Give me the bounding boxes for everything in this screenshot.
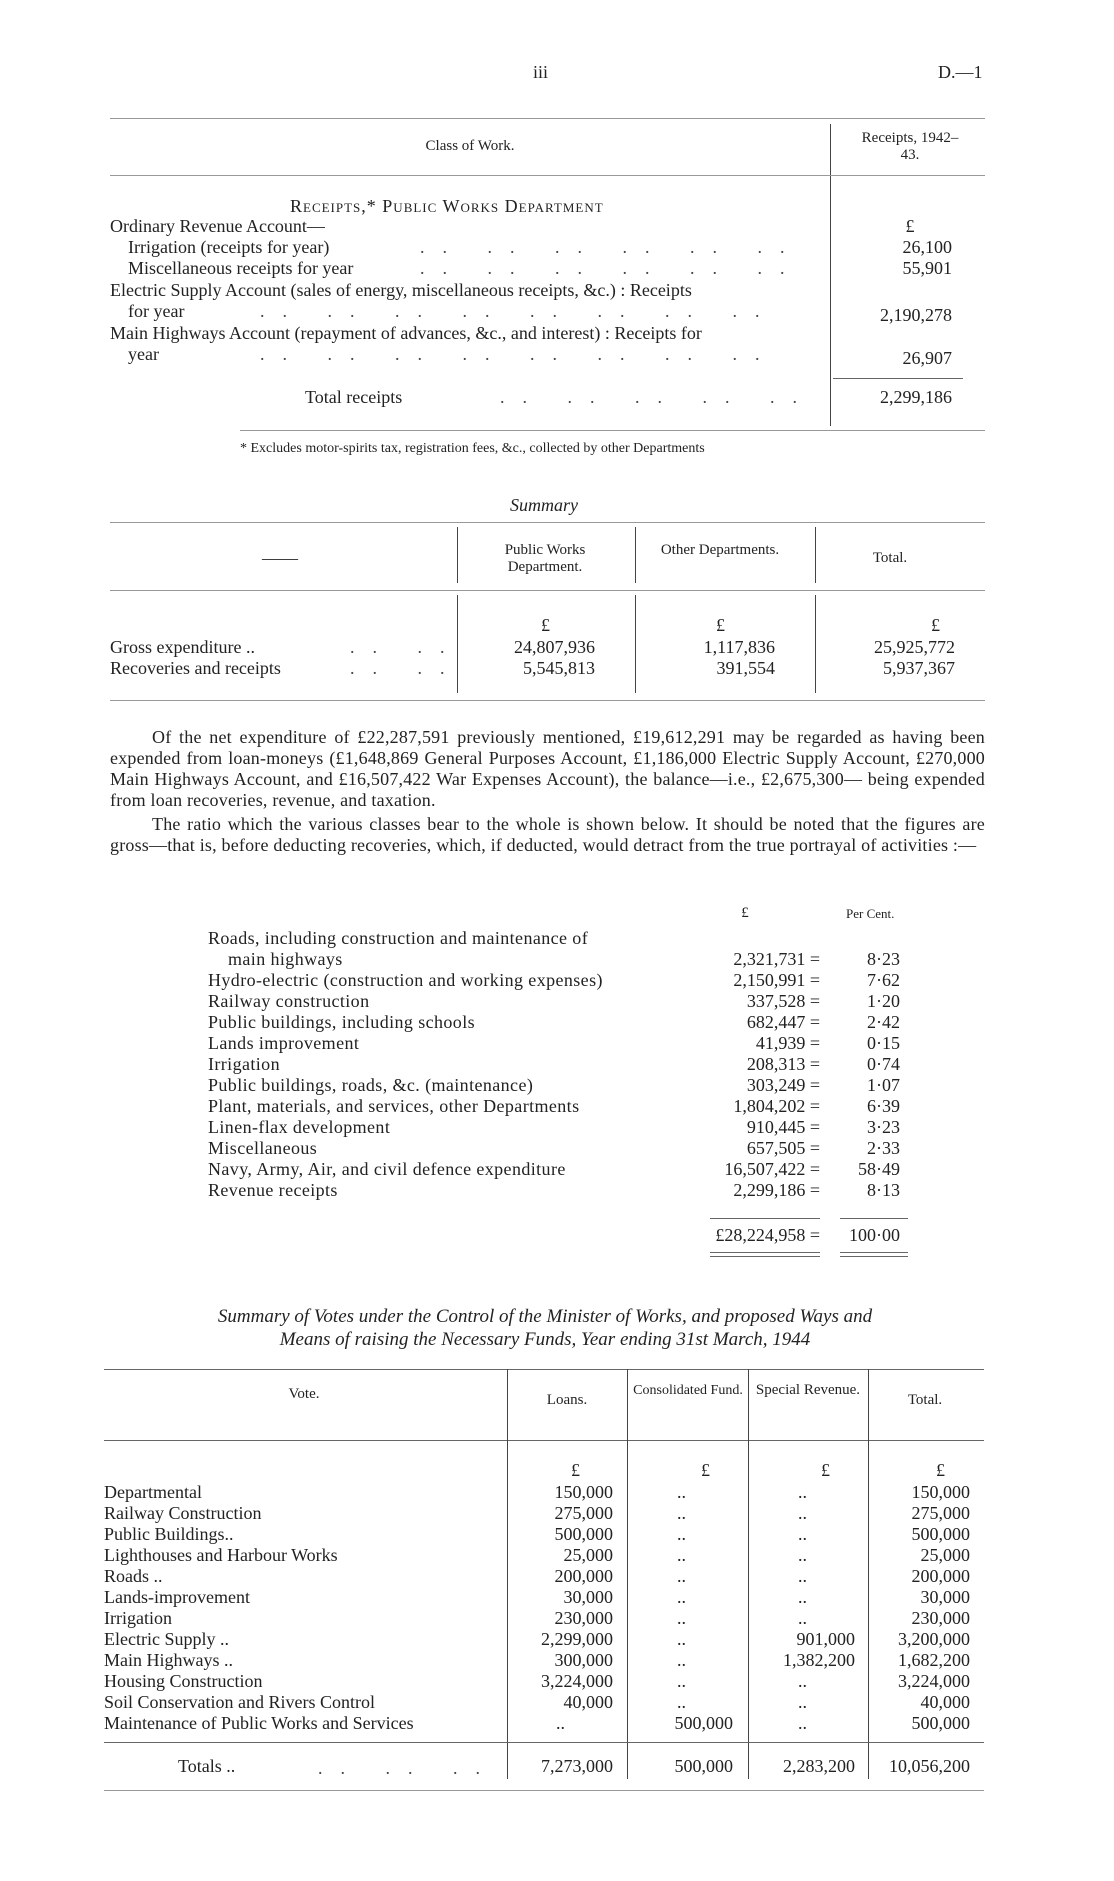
receipts-currency: £	[905, 216, 915, 236]
ratio-item-amount: 682,447 =	[746, 1012, 820, 1032]
ratio-item-amount: 208,313 =	[746, 1054, 820, 1074]
vote-cell-loans: 2,299,000	[541, 1629, 613, 1649]
ratio-item-percent: 2·33	[867, 1138, 900, 1158]
vote-row-label: Lighthouses and Harbour Works	[104, 1545, 338, 1565]
vote-cell-loans: 25,000	[563, 1545, 613, 1565]
summary-value: 5,545,813	[523, 658, 595, 678]
ratio-item-label: Hydro-electric (construction and working expenses)	[208, 970, 603, 990]
vote-cell-total: 200,000	[911, 1566, 970, 1586]
vote-row-label: Departmental	[104, 1482, 202, 1502]
ratio-col-percent: Per Cent.	[846, 906, 895, 921]
vote-cell-loans: 500,000	[554, 1524, 613, 1544]
vote-cell-loans: 150,000	[554, 1482, 613, 1502]
ratio-item-label: Navy, Army, Air, and civil defence expenditure	[208, 1159, 566, 1179]
vote-cell-loans: 40,000	[563, 1692, 613, 1712]
receipts-section-title: Receipts,* Public Works Department	[290, 196, 604, 216]
ratio-item-amount: 2,299,186 =	[733, 1180, 820, 1200]
vote-cell-total: 40,000	[920, 1692, 970, 1712]
receipts-row-label: year	[128, 344, 159, 364]
summary-currency: £	[716, 615, 725, 635]
votes-totals-loans: 7,273,000	[541, 1756, 613, 1776]
ratio-item-percent: 1·07	[867, 1075, 900, 1095]
ratio-item-amount: 2,321,731 =	[733, 949, 820, 969]
summary-header-total: Total.	[872, 550, 908, 566]
ratio-item-percent: 0·15	[867, 1033, 900, 1053]
summary-value: 25,925,772	[874, 637, 955, 657]
ratio-item-label: Revenue receipts	[208, 1180, 338, 1200]
votes-currency: £	[571, 1460, 580, 1480]
page-number: iii	[533, 62, 549, 82]
vote-cell-fund: ..	[677, 1671, 686, 1691]
summary-title: Summary	[510, 495, 578, 515]
document-code: D.—1	[938, 62, 983, 82]
vote-row-label: Railway Construction	[104, 1503, 262, 1523]
summary-value: 391,554	[716, 658, 775, 678]
vote-cell-special: ..	[798, 1713, 807, 1733]
ratio-total-percent: 100·00	[849, 1225, 900, 1245]
vote-cell-fund: ..	[677, 1503, 686, 1523]
summary-value: 1,117,836	[703, 637, 775, 657]
vote-cell-loans: 200,000	[554, 1566, 613, 1586]
receipts-total-value: 2,299,186	[880, 387, 952, 407]
vote-cell-loans: 3,224,000	[541, 1671, 613, 1691]
summary-value: 5,937,367	[883, 658, 955, 678]
vote-row-label: Main Highways ..	[104, 1650, 233, 1670]
ratio-item-percent: 2·42	[867, 1012, 900, 1032]
vote-cell-special: 1,382,200	[783, 1650, 855, 1670]
votes-totals-label: Totals ..	[178, 1756, 236, 1776]
vote-row-label: Roads ..	[104, 1566, 163, 1586]
vote-cell-fund: ..	[677, 1692, 686, 1712]
receipts-row-label: Main Highways Account (repayment of advances, &c., and interest) : Receipts for	[110, 323, 702, 343]
ratio-item-percent: 0·74	[867, 1054, 900, 1074]
ratio-item-label: Roads, including construction and maintenance of	[208, 928, 589, 948]
vote-row-label: Public Buildings..	[104, 1524, 234, 1544]
votes-header-fund: Consolidated Fund.	[633, 1383, 743, 1398]
ratio-item-percent: 8·23	[867, 949, 900, 969]
votes-currency: £	[936, 1460, 945, 1480]
vote-cell-special: ..	[798, 1692, 807, 1712]
ratio-item-label: Public buildings, including schools	[208, 1012, 476, 1032]
leader-dots: .. .. ..	[318, 1758, 498, 1778]
votes-totals-special: 2,283,200	[783, 1756, 855, 1776]
vote-cell-special: ..	[798, 1587, 807, 1607]
vote-cell-total: 1,682,200	[898, 1650, 970, 1670]
receipts-row-label: Electric Supply Account (sales of energy, miscellaneous receipts, &c.) : Receipts	[110, 280, 692, 300]
ratio-total-amount: £28,224,958 =	[715, 1225, 820, 1245]
leader-dots: .. .. .. .. .. .. .. ..	[260, 344, 778, 364]
vote-cell-fund: ..	[677, 1566, 686, 1586]
leader-dots: .. .. .. .. ..	[500, 387, 815, 407]
vote-cell-fund: ..	[677, 1587, 686, 1607]
ratio-item-percent: 6·39	[867, 1096, 900, 1116]
vote-cell-total: 275,000	[911, 1503, 970, 1523]
ratio-item-amount: 2,150,991 =	[733, 970, 820, 990]
ratio-item-percent: 58·49	[858, 1159, 900, 1179]
vote-cell-fund: 500,000	[674, 1713, 733, 1733]
receipts-row-label: Miscellaneous receipts for year	[128, 258, 354, 278]
summary-currency: £	[541, 615, 550, 635]
vote-cell-loans: 300,000	[554, 1650, 613, 1670]
vote-cell-total: 500,000	[911, 1524, 970, 1544]
vote-cell-special: ..	[798, 1608, 807, 1628]
votes-totals-fund: 500,000	[674, 1756, 733, 1776]
ratio-item-amount: 657,505 =	[746, 1138, 820, 1158]
vote-cell-total: 25,000	[920, 1545, 970, 1565]
receipts-row-label: Irrigation (receipts for year)	[128, 237, 330, 257]
leader-dots: .. .. .. .. .. ..	[420, 258, 803, 278]
ratio-item-percent: 7·62	[867, 970, 900, 990]
votes-title-line1: Summary of Votes under the Control of the Minister of Works, and proposed Ways and	[217, 1306, 873, 1327]
ratio-item-label: main highways	[228, 949, 343, 969]
vote-row-label: Irrigation	[104, 1608, 172, 1628]
votes-header-special: Special Revenue.	[755, 1382, 861, 1398]
ratio-item-amount: 16,507,422 =	[724, 1159, 820, 1179]
receipts-footnote: * Excludes motor-spirits tax, registration fees, &c., collected by other Departments	[240, 441, 705, 456]
receipts-row-value: 26,907	[902, 348, 952, 368]
vote-cell-special: ..	[798, 1503, 807, 1523]
votes-header-vote: Vote.	[288, 1386, 320, 1402]
ratio-item-label: Lands improvement	[208, 1033, 360, 1053]
vote-row-label: Housing Construction	[104, 1671, 263, 1691]
vote-cell-fund: ..	[677, 1650, 686, 1670]
receipts-total-label: Total receipts	[305, 387, 403, 407]
vote-cell-fund: ..	[677, 1545, 686, 1565]
ratio-item-amount: 910,445 =	[746, 1117, 820, 1137]
vote-cell-fund: ..	[677, 1482, 686, 1502]
vote-row-label: Electric Supply ..	[104, 1629, 229, 1649]
receipts-row-label: Ordinary Revenue Account—	[110, 216, 325, 236]
ratio-item-label: Linen-flax development	[208, 1117, 391, 1137]
receipts-row-value: 55,901	[902, 258, 952, 278]
receipts-col-receipts: Receipts, 1942–43.	[861, 130, 959, 163]
leader-dots: .. ..	[350, 658, 463, 678]
vote-cell-fund: ..	[677, 1524, 686, 1544]
ratio-item-amount: 337,528 =	[746, 991, 820, 1011]
summary-value: 24,807,936	[514, 637, 595, 657]
vote-cell-loans: 275,000	[554, 1503, 613, 1523]
summary-currency: £	[931, 615, 940, 635]
ratio-item-label: Plant, materials, and services, other Departments	[208, 1096, 580, 1116]
vote-cell-special: ..	[798, 1545, 807, 1565]
ratio-item-label: Public buildings, roads, &c. (maintenance)	[208, 1075, 534, 1095]
summary-row-label: Recoveries and receipts	[110, 658, 281, 678]
receipts-col-class: Class of Work.	[425, 138, 515, 154]
ratio-item-amount: 303,249 =	[746, 1075, 820, 1095]
summary-blank-header: ——	[262, 548, 298, 568]
votes-header-total: Total.	[907, 1392, 943, 1408]
vote-cell-loans: ..	[556, 1713, 565, 1733]
paragraph-ratio-intro: The ratio which the various classes bear to the whole is shown below. It should be noted that the figures are gross—that is, before deducting recoveries, which, if deducted, would detract from the true portrayal of activities :—	[110, 814, 985, 855]
ratio-item-label: Railway construction	[208, 991, 370, 1011]
vote-cell-total: 30,000	[920, 1587, 970, 1607]
vote-cell-total: 150,000	[911, 1482, 970, 1502]
vote-cell-special: ..	[798, 1524, 807, 1544]
vote-row-label: Soil Conservation and Rivers Control	[104, 1692, 375, 1712]
leader-dots: .. ..	[350, 637, 463, 657]
votes-header-loans: Loans.	[546, 1392, 588, 1408]
vote-cell-fund: ..	[677, 1608, 686, 1628]
ratio-item-amount: 41,939 =	[755, 1033, 820, 1053]
vote-cell-loans: 30,000	[563, 1587, 613, 1607]
summary-header-pwd: Public Works Department.	[504, 542, 586, 575]
receipts-row-value: 2,190,278	[880, 305, 952, 325]
vote-cell-loans: 230,000	[554, 1608, 613, 1628]
ratio-item-amount: 1,804,202 =	[733, 1096, 820, 1116]
vote-cell-total: 230,000	[911, 1608, 970, 1628]
summary-header-other: Other Departments.	[660, 542, 780, 558]
leader-dots: .. .. .. .. .. ..	[420, 237, 803, 257]
vote-row-label: Lands-improvement	[104, 1587, 250, 1607]
paragraph-net-expenditure: Of the net expenditure of £22,287,591 previously mentioned, £19,612,291 may be regarded as having been expended from loan-moneys (£1,648,869 General Purposes Account, £1,186,000 Electric Supply Account, £270,000 Main Highways Account, and £16,507,422 War Expenses Account), the balance—i.e., £2,675,300— being expended from loan recoveries, revenue, and taxation.	[110, 727, 985, 810]
vote-cell-fund: ..	[677, 1629, 686, 1649]
vote-cell-special: 901,000	[796, 1629, 855, 1649]
summary-row-label: Gross expenditure ..	[110, 637, 255, 657]
vote-cell-special: ..	[798, 1671, 807, 1691]
ratio-col-pound: £	[741, 905, 749, 921]
ratio-item-percent: 1·20	[867, 991, 900, 1011]
vote-cell-special: ..	[798, 1566, 807, 1586]
vote-cell-total: 3,200,000	[898, 1629, 970, 1649]
ratio-item-percent: 8·13	[867, 1180, 900, 1200]
vote-row-label: Maintenance of Public Works and Services	[104, 1713, 414, 1733]
vote-cell-special: ..	[798, 1482, 807, 1502]
receipts-row-value: 26,100	[902, 237, 952, 257]
vote-cell-total: 3,224,000	[898, 1671, 970, 1691]
votes-currency: £	[701, 1460, 710, 1480]
votes-totals-total: 10,056,200	[889, 1756, 970, 1776]
votes-currency: £	[821, 1460, 830, 1480]
votes-title-line2: Means of raising the Necessary Funds, Year ending 31st March, 1944	[279, 1329, 811, 1350]
ratio-item-label: Miscellaneous	[208, 1138, 318, 1158]
vote-cell-total: 500,000	[911, 1713, 970, 1733]
ratio-item-percent: 3·23	[867, 1117, 900, 1137]
ratio-item-label: Irrigation	[208, 1054, 280, 1074]
receipts-row-label: for year	[128, 301, 185, 321]
leader-dots: .. .. .. .. .. .. .. ..	[260, 301, 778, 321]
